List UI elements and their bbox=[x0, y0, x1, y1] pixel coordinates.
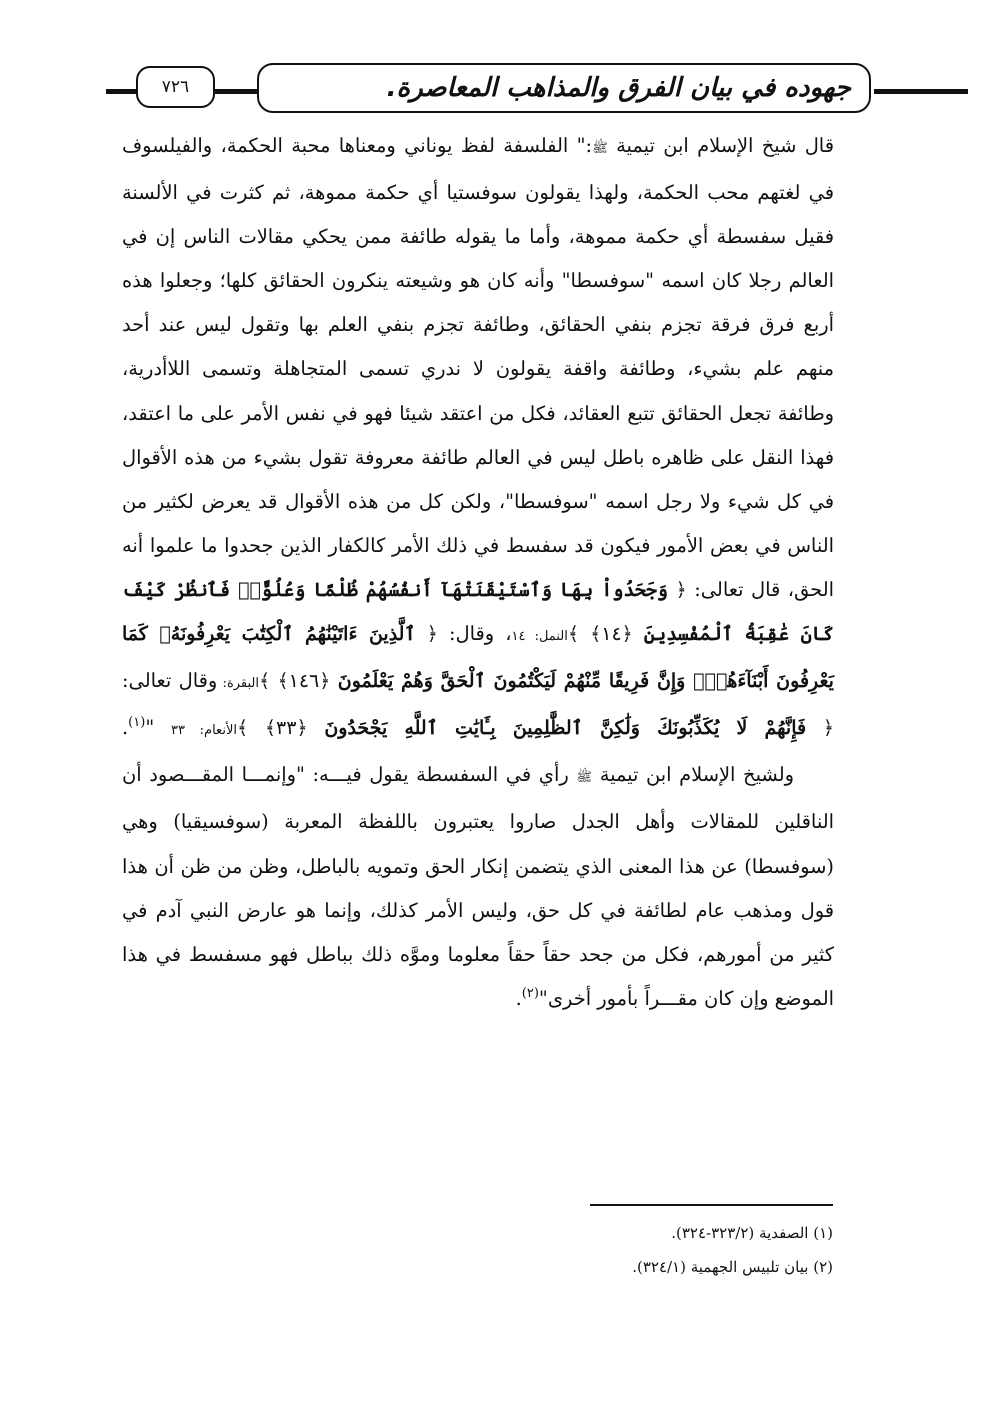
footnote-1: (١) الصفدية (٣٢٣/٢-٣٢٤). bbox=[671, 1224, 833, 1242]
quran-bracket-close: ﴾ bbox=[236, 717, 249, 740]
quran-verse-2: ٱلَّذِينَ ءَاتَيْنَٰهُمُ ٱلْكِتَٰبَ يَعْرِفُونَهُۥ كَمَا يَعْرِفُونَ أَبْنَآءَهُمْۖ وَإِنَّ فَرِيقًا مِّنْهُمْ لَيَكْتُمُونَ ٱلْحَقَّ وَهُمْ يَعْلَمُونَ bbox=[122, 623, 834, 693]
page-number-box bbox=[136, 66, 215, 108]
verse-reference-1: النمل: ١٤ bbox=[511, 629, 568, 645]
p1-text-f: . bbox=[122, 716, 129, 740]
p1-text-b: :" الفلسفة لفظ يوناني ومعناها محبة الحكمة، والفيلسوف في لغتهم محب الحكمة، ولهذا يقولون سوفستيا أي حكمة مموهة، ثم كثرت في الألسنة فقيل سفسطة أي حكمة مموهة، وأما ما يقوله طائفة ممن يحكي مقالات الناس إن في العالم رجلا كان اسمه "سوفسطا" وأنه كان هو وشيعته ينكرون الحقائق كلها؛ وجعلوا هذه أربع فرق فرقة تجزم بنفي الحقائق، وطائفة تجزم بنفي العلم بها وتقول ليس عند أحد منهم علم بشيء، وطائفة واقفة يقولون لا ندري تسمى المتجاهلة وتسمى اللاأدرية، وطائفة تجعل الحقائق تتبع العقائد، فكل من اعتقد شيئا فهو في نفس الأمر على ما اعتقد، فهذا النقل على ظاهره باطل ليس في العالم طائفة معروفة تقول بشيء من هذه الأقوال في كل شيء ولا رجل اسمه "سوفسطا"، ولكن كل من هذه الأقوال قد يعرض لكثير من الناس في بعض الأمور فيكون قد سفسط في ذلك الأمر كالكفار الذين جحدوا ما علموا أنه الحق، قال تعالى: bbox=[122, 134, 834, 601]
running-title: جهوده في بيان الفرق والمذاهب المعاصرة. bbox=[386, 73, 851, 103]
p1-text-e: " bbox=[145, 716, 171, 740]
p2-text-a: ولشيخ الإسلام ابن تيمية bbox=[592, 763, 794, 787]
quran-bracket-open: ﴿ bbox=[675, 578, 687, 601]
p2-text-b: رأي في السفسطة يقول فيـــه: "وإنمـــا المقـــصود أن الناقلين للمقالات وأهل الجدل صاروا يعتبرون باللفظة المعربة (سوفسيقيا) وهي (سوفسطا) عن هذا المعنى الذي يتضمن إنكار الحق وتمويه بالباطل، وظن من ظن أن هذا قول ومذهب عام لطائفة في كل حق، وليس الأمر كذلك، وإنما هو عارض النبي آدم في كثير من أمورهم، فكل من جحد حقاً حقاً معلوما وموَّه ذلك بباطل فهو مسفسط في هذا الموضع وإن كان مقـــراً بأمور أخرى" bbox=[122, 763, 834, 1010]
header-rule-right bbox=[874, 89, 968, 94]
paragraph-2 bbox=[122, 753, 834, 1024]
quran-verse-3: فَإِنَّهُمْ لَا يُكَذِّبُونَكَ وَلَٰكِنَّ ٱلظَّٰلِمِينَ بِـَٔايَٰتِ ٱللَّهِ يَجْحَدُونَ bbox=[324, 717, 807, 740]
quran-bracket-close: ﴾ bbox=[259, 670, 271, 693]
verse-reference-3: الأنعام: ٣٣ bbox=[170, 723, 237, 739]
honorific-icon: ﷺ bbox=[592, 141, 608, 156]
footnote-separator bbox=[590, 1204, 833, 1206]
quran-bracket-open: ﴿ bbox=[426, 623, 438, 646]
footnote-marker-2[interactable]: (٢) bbox=[521, 985, 539, 1001]
verse-reference-2: البقرة: bbox=[217, 676, 259, 692]
page-number: ٧٢٦ bbox=[161, 77, 190, 97]
p1-text-a: قال شيخ الإسلام ابن تيمية bbox=[607, 134, 834, 157]
quran-bracket-open: ﴿ bbox=[822, 717, 834, 740]
running-title-box bbox=[257, 63, 871, 113]
footnote-marker-1[interactable]: (١) bbox=[128, 715, 146, 731]
ayah-number-2: ﴿١٤٦﴾ bbox=[277, 670, 331, 693]
quran-verse-1: وَجَحَدُواْ بِهَا وَٱسْتَيْقَنَتْهَآ أَنفُسُهُمْ ظُلْمًا وَعُلُوًّاۚ فَٱنظُرْ كَيْفَ كَانَ عَٰقِبَةُ ٱلْمُفْسِدِينَ bbox=[122, 578, 835, 646]
honorific-icon: ﷺ bbox=[576, 770, 593, 786]
header-rule-left bbox=[106, 89, 137, 94]
body-text bbox=[122, 124, 834, 1024]
ayah-number-3: ﴿٣٣﴾ bbox=[264, 717, 308, 740]
paragraph-1 bbox=[122, 124, 834, 753]
ayah-number-1: ﴿١٤﴾ bbox=[590, 623, 633, 646]
footnotes bbox=[333, 1216, 833, 1284]
p1-text-d: وقال تعالى: bbox=[122, 669, 218, 693]
p2-text-c: . bbox=[515, 986, 522, 1010]
quran-bracket-close: ﴾ bbox=[567, 623, 579, 646]
p1-text-c: ، وقال: bbox=[437, 622, 512, 646]
header-rule-middle bbox=[213, 89, 258, 94]
footnote-2: (٢) بيان تلبيس الجهمية (٣٢٤/١). bbox=[632, 1258, 833, 1276]
